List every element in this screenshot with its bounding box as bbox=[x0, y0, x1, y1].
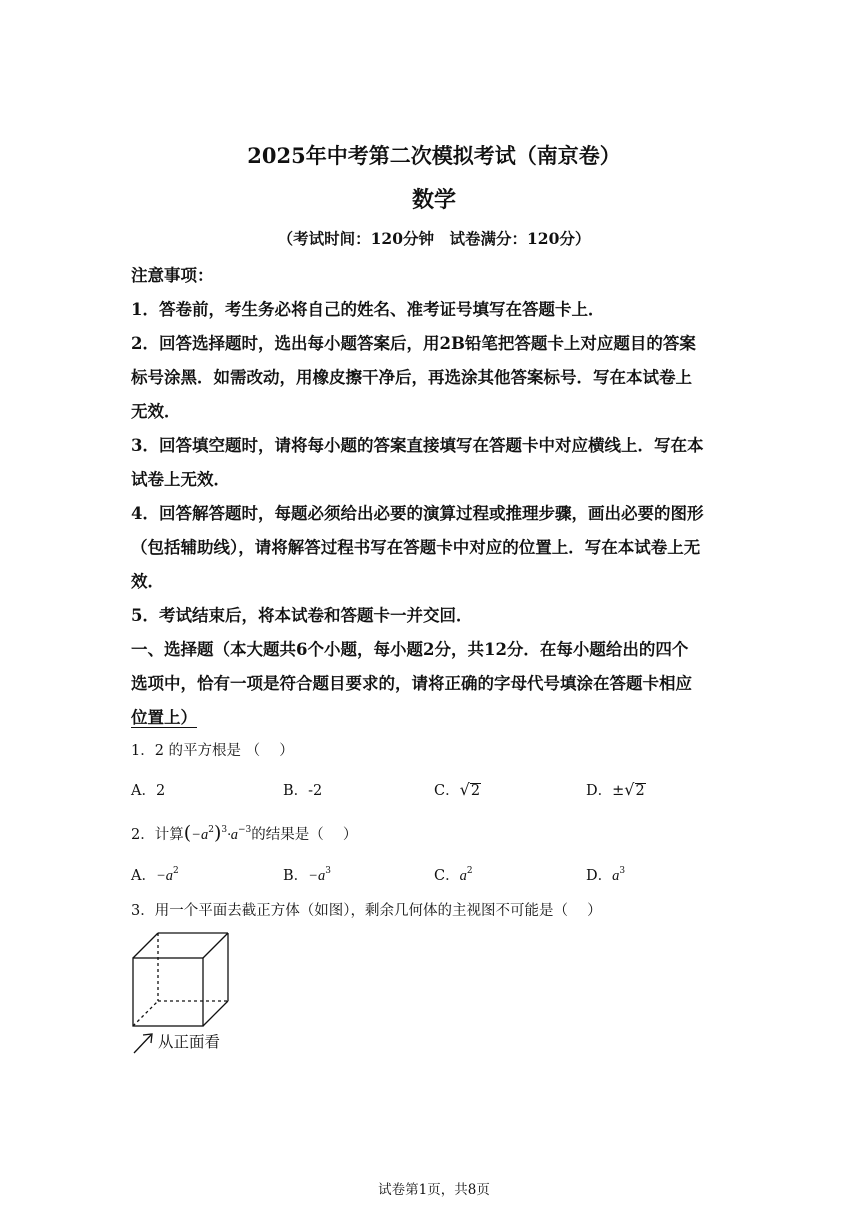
q1-option-b bbox=[283, 779, 322, 800]
view-arrow bbox=[134, 1035, 151, 1053]
plus-minus: ± bbox=[612, 783, 625, 799]
note-line: 5．考试结束后，将本试卷和答题卡一并交回． bbox=[131, 606, 473, 625]
exam-title: 2025年中考第二次模拟考试（南京卷） bbox=[247, 143, 621, 168]
stem-suffix: 的结果是（ ） bbox=[251, 827, 358, 843]
option-value: 2 bbox=[635, 783, 645, 799]
section-heading-text: 位置上） bbox=[131, 708, 197, 727]
note-line: 试卷上无效． bbox=[131, 470, 230, 489]
notes-heading: 注意事项： bbox=[131, 266, 214, 285]
note-line: 效． bbox=[131, 572, 164, 591]
option-value: 2 bbox=[155, 783, 166, 799]
page-footer: 试卷第1页，共8页 bbox=[378, 1182, 490, 1198]
option-label: B． bbox=[283, 783, 309, 799]
option-value: −a bbox=[308, 868, 326, 884]
option-value: a bbox=[459, 868, 467, 884]
option-value: -2 bbox=[308, 783, 323, 799]
subject-title: 数学 bbox=[411, 187, 456, 213]
option-label: A． bbox=[131, 868, 156, 884]
stem-prefix: 2．计算 bbox=[131, 827, 184, 843]
option-label: D． bbox=[586, 783, 613, 799]
exponent: 2 bbox=[173, 866, 179, 876]
q1-option-a bbox=[131, 779, 165, 800]
option-value: a bbox=[612, 868, 620, 884]
exponent: 3 bbox=[619, 866, 626, 876]
q1-option-c bbox=[434, 779, 481, 800]
question-3-stem: 3．用一个平面去截正方体（如图），剩余几何体的主视图不可能是（ ） bbox=[131, 903, 602, 919]
q1-option-d bbox=[586, 779, 646, 800]
option-label: D． bbox=[586, 868, 613, 884]
sqrt-symbol: √ bbox=[459, 780, 470, 799]
exponent: 2 bbox=[208, 825, 214, 835]
note-line: 标号涂黑．如需改动，用橡皮擦干净后，再选涂其他答案标号．写在本试卷上 bbox=[131, 368, 692, 387]
paren-open: ( bbox=[183, 822, 192, 844]
section-heading bbox=[131, 704, 197, 728]
cube-edge bbox=[133, 933, 158, 958]
q2-option-d bbox=[586, 864, 625, 885]
math-term: ·a bbox=[227, 827, 238, 843]
option-label: B． bbox=[283, 868, 309, 884]
exam-info: （考试时间：120分钟 试卷满分：120分） bbox=[277, 229, 591, 248]
paren-close: ) bbox=[213, 822, 222, 844]
sqrt-symbol: √ bbox=[624, 780, 635, 799]
option-label: C． bbox=[434, 783, 460, 799]
option-label: A． bbox=[131, 783, 156, 799]
question-2-stem bbox=[131, 822, 357, 844]
option-label: C． bbox=[434, 868, 460, 884]
cube-edge bbox=[203, 933, 228, 958]
exponent: 2 bbox=[466, 866, 473, 876]
math-term: −a bbox=[191, 827, 209, 843]
cube-edge bbox=[203, 1001, 228, 1026]
section-heading: 一、选择题（本大题共6个小题，每小题2分，共12分．在每小题给出的四个 bbox=[131, 640, 689, 659]
question-1-stem: 1．2 的平方根是 （ ） bbox=[131, 743, 294, 759]
option-value: −a bbox=[155, 868, 174, 884]
exponent: −3 bbox=[237, 825, 252, 835]
note-line: 3．回答填空题时，请将每小题的答案直接填写在答题卡中对应横线上．写在本 bbox=[131, 436, 704, 455]
note-line: 无效． bbox=[131, 402, 181, 421]
option-value: 2 bbox=[470, 783, 481, 799]
q2-option-c bbox=[434, 864, 473, 885]
section-heading: 选项中，恰有一项是符合题目要求的，请将正确的字母代号填涂在答题卡相应 bbox=[131, 674, 692, 693]
q2-option-a bbox=[131, 864, 179, 885]
note-line: 1．答卷前，考生务必将自己的姓名、准考证号填写在答题卡上． bbox=[131, 300, 605, 319]
note-line: 4．回答解答题时，每题必须给出必要的演算过程或推理步骤，画出必要的图形 bbox=[131, 504, 704, 523]
q2-option-b bbox=[283, 864, 331, 885]
note-line: （包括辅助线），请将解答过程书写在答题卡中对应的位置上．写在本试卷上无 bbox=[131, 538, 701, 557]
cube-hidden-edge bbox=[133, 1001, 158, 1026]
exponent: 3 bbox=[325, 866, 331, 876]
note-line: 2．回答选择题时，选出每小题答案后，用2B铅笔把答题卡上对应题目的答案 bbox=[131, 334, 696, 353]
figure-caption: 从正面看 bbox=[158, 1034, 221, 1051]
exponent: 3 bbox=[221, 825, 228, 835]
